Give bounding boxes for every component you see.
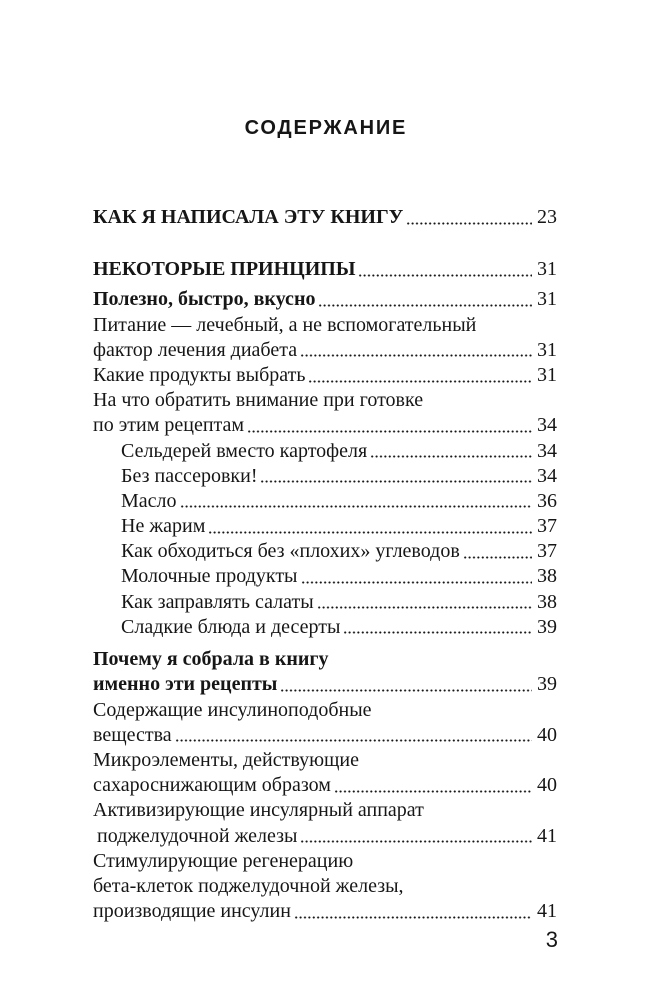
toc-subentry: [93, 464, 557, 489]
toc-page-number: 34: [537, 439, 557, 462]
dot-leader: [318, 304, 532, 307]
dot-leader: [260, 480, 532, 483]
toc-entry-title: КАК Я НАПИСАЛА ЭТУ КНИГУ: [93, 206, 404, 228]
toc-page-number: 34: [537, 464, 557, 487]
dot-leader: [280, 689, 532, 692]
toc-entry-title: Не жарим: [121, 515, 206, 538]
toc-page-number: 31: [537, 258, 557, 281]
toc-entry-line: [93, 798, 557, 823]
toc-entry-title: Молочные продукты: [121, 565, 298, 588]
toc-subentry: [93, 615, 557, 640]
dot-leader: [370, 455, 532, 458]
dot-leader: [301, 581, 533, 584]
toc-entry-title: производящие инсулин: [93, 900, 291, 923]
toc-entry-line: [93, 874, 557, 899]
toc-entry: [93, 824, 557, 849]
toc-entry-line: [93, 388, 557, 413]
toc-entry-title: вещества: [93, 723, 172, 746]
dot-leader: [208, 531, 532, 534]
toc-page-number: 36: [537, 489, 557, 512]
dot-leader: [358, 274, 532, 277]
toc-entry-title: Какие продукты выбрать: [93, 363, 306, 386]
toc-page-number: 38: [537, 590, 557, 613]
dot-leader: [294, 916, 532, 919]
toc-entry-title: НЕКОТОРЫЕ ПРИНЦИПЫ: [93, 258, 356, 281]
toc-entry-title: поджелудочной железы: [97, 824, 298, 847]
toc-page-number: 31: [537, 363, 557, 386]
toc-entry-title: по этим рецептам: [93, 414, 245, 437]
toc-page-number: 37: [537, 515, 557, 538]
toc-entry: [93, 205, 557, 230]
toc-entry-line: [93, 647, 557, 672]
toc-subentry: [93, 489, 557, 514]
toc-page-number: 39: [537, 615, 557, 638]
toc-entry-title: Полезно, быстро, вкусно: [93, 288, 316, 311]
toc-entry-title: Активизирующие инсулярный аппарат: [93, 799, 424, 822]
dot-leader: [247, 430, 532, 433]
toc-entry-title: бета-клеток поджелудочной железы,: [93, 874, 404, 897]
table-of-contents: [93, 205, 557, 924]
page-number: 3: [545, 927, 558, 952]
toc-entry-title: Сельдерей вместо картофеля: [121, 439, 368, 462]
toc-page-number: 38: [537, 565, 557, 588]
toc-entry: [93, 363, 557, 388]
toc-entry: [93, 723, 557, 748]
page-title: СОДЕРЖАНИЕ: [244, 117, 408, 139]
dot-leader: [317, 606, 532, 609]
toc-entry-title: Сладкие блюда и десерты: [121, 615, 341, 638]
dot-leader: [308, 380, 532, 383]
dot-leader: [300, 840, 532, 843]
toc-entry-title: Как обходиться без «плохих» углеводов: [121, 540, 460, 563]
toc-entry: [93, 257, 557, 282]
dot-leader: [175, 739, 532, 742]
toc-page-number: 40: [537, 774, 557, 797]
toc-page-number: 39: [537, 673, 557, 696]
toc-subentry: [93, 539, 557, 564]
toc-entry-line: [93, 748, 557, 773]
dot-leader: [343, 631, 532, 634]
toc-entry: [93, 672, 557, 697]
toc-entry: [93, 287, 557, 312]
toc-subentry: [93, 564, 557, 589]
toc-entry-title: фактор лечения диабета: [93, 338, 298, 361]
toc-entry: [93, 338, 557, 363]
toc-subentry: [93, 439, 557, 464]
dot-leader: [463, 556, 532, 559]
toc-entry-title: Питание — лечебный, а не вспомогательный: [93, 313, 477, 336]
toc-entry-title: именно эти рецепты: [93, 673, 278, 696]
toc-entry-title: сахароснижающим образом: [93, 774, 331, 797]
toc-entry: [93, 413, 557, 438]
toc-entry-title: Как заправлять салаты: [121, 590, 314, 613]
toc-entry-title: Масло: [121, 489, 177, 512]
toc-entry-title: Микроэлементы, действующие: [93, 748, 359, 771]
toc-page-number: 41: [537, 900, 557, 923]
toc-subentry: [93, 590, 557, 615]
dot-leader: [334, 790, 532, 793]
toc-entry-line: [93, 849, 557, 874]
toc-page-number: 40: [537, 723, 557, 746]
dot-leader: [406, 222, 532, 225]
toc-entry-line: [93, 313, 557, 338]
dot-leader: [180, 505, 532, 508]
toc-page-number: 41: [537, 824, 557, 847]
toc-entry: [93, 773, 557, 798]
toc-page-number: 37: [537, 540, 557, 563]
dot-leader: [300, 354, 532, 357]
toc-entry-title: Стимулирующие регенерацию: [93, 849, 354, 872]
toc-page-number: 23: [537, 206, 557, 228]
toc-page-number: 31: [537, 338, 557, 361]
toc-page-number: 34: [537, 414, 557, 437]
toc-entry-title: Содержащие инсулиноподобные: [93, 698, 372, 721]
toc-page-number: 31: [537, 288, 557, 311]
toc-entry: [93, 899, 557, 924]
toc-entry-title: Без пассеровки!: [121, 464, 258, 487]
toc-subentry: [93, 514, 557, 539]
toc-entry-title: На что обратить внимание при готовке: [93, 389, 424, 412]
toc-entry-line: [93, 698, 557, 723]
toc-entry-title: Почему я собрала в книгу: [93, 648, 329, 671]
